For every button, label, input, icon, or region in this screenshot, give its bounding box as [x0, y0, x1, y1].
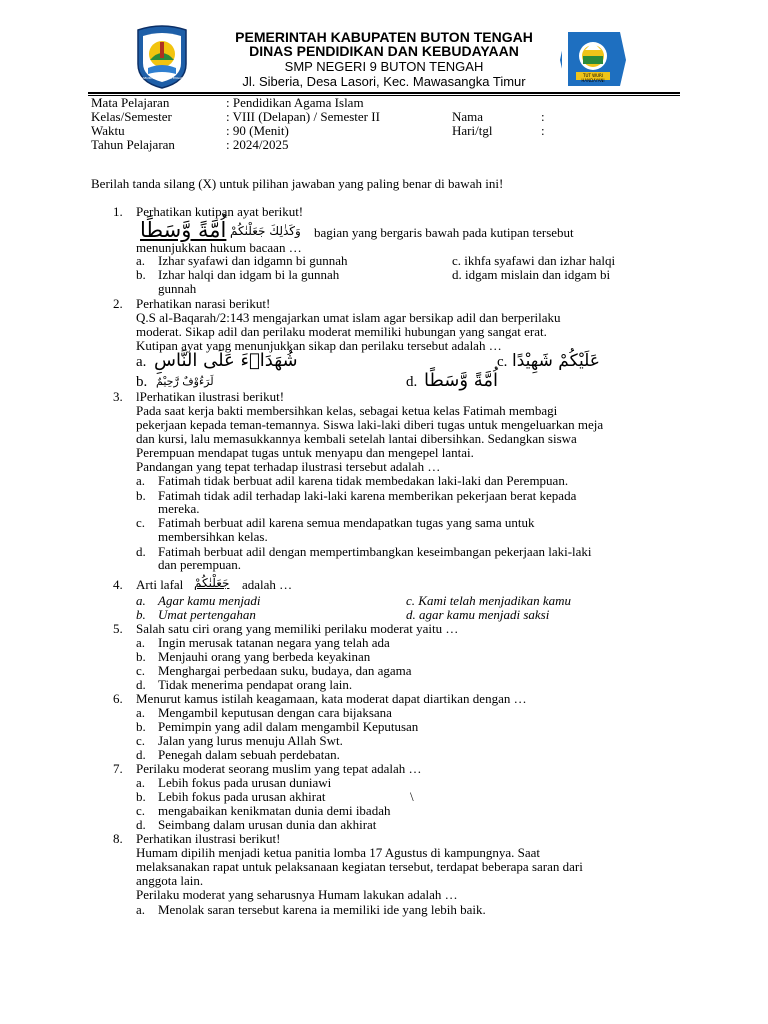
q5-option-b[interactable]: Menjauhi orang yang berbeda keyakinan: [158, 649, 371, 664]
q4-option-c[interactable]: c. Kami telah menjadikan kamu: [406, 593, 571, 608]
q8-letter-a: a.: [136, 902, 146, 917]
q1-option-a[interactable]: Izhar syafawi dan idgamn bi gunnah: [158, 253, 348, 268]
q4-option-b[interactable]: Umat pertengahan: [158, 607, 256, 622]
q4-text-pre: Arti lafal: [136, 577, 184, 592]
q4-number: 4.: [113, 577, 123, 592]
q6-option-c[interactable]: Jalan yang lurus menuju Allah Swt.: [158, 733, 343, 748]
q1-text-2: bagian yang bergaris bawah pada kutipan tersebut: [314, 225, 574, 240]
q2-letter-c: c.: [497, 354, 508, 370]
q7-option-d[interactable]: Seimbang dalam urusan dunia dan akhirat: [158, 817, 377, 832]
header-mask: [562, 24, 568, 94]
q7-option-b[interactable]: Lebih fokus pada urusan akhirat: [158, 789, 326, 804]
q3-option-b-cont: mereka.: [158, 501, 200, 516]
q4-option-a[interactable]: Agar kamu menjadi: [158, 593, 261, 608]
q6-option-b[interactable]: Pemimpin yang adil dalam mengambil Keputusan: [158, 719, 419, 734]
q2-letter-d: d.: [406, 374, 418, 390]
q6-option-d[interactable]: Penegah dalam sebuah perdebatan.: [158, 747, 340, 762]
q5-text: Salah satu ciri orang yang memiliki perilaku moderat yaitu …: [136, 621, 459, 636]
q3-option-c[interactable]: Fatimah berbuat adil karena semua mendapatkan tugas yang sama untuk: [158, 515, 535, 530]
info-value-class: : VIII (Delapan) / Semester II: [226, 109, 380, 124]
q3-option-c-cont: membersihkan kelas.: [158, 529, 268, 544]
q1-text: Perhatikan kutipan ayat berikut!: [136, 204, 304, 219]
q5-option-d[interactable]: Tidak menerima pendapat orang lain.: [158, 677, 353, 692]
q4-option-d[interactable]: d. agar kamu menjadi saksi: [406, 607, 550, 622]
q3-line-3: dan kursi, lalu memasukkannya kembali setelah lantai dibersihkan. Sedangkan siswa: [136, 431, 577, 446]
info-label-subject: Mata Pelajaran: [91, 95, 170, 110]
q1-option-b[interactable]: Izhar halqi dan idgam bi la gunnah: [158, 267, 340, 282]
q8-text: Perhatikan ilustrasi berikut!: [136, 831, 281, 846]
q1-option-c[interactable]: c. ikhfa syafawi dan izhar halqi: [452, 253, 616, 268]
q3-option-d-cont: dan perempuan.: [158, 557, 242, 572]
q7-stray-mark: \: [410, 789, 414, 804]
q3-option-b[interactable]: Fatimah tidak adil terhadap laki-laki karena memberikan pekerjaan berat kepada: [158, 488, 577, 503]
q7-option-a[interactable]: Lebih fokus pada urusan duniawi: [158, 775, 332, 790]
info-value-year: : 2024/2025: [226, 137, 289, 152]
q7-number: 7.: [113, 761, 123, 776]
q1-text-3: menunjukkan hukum bacaan …: [136, 240, 302, 255]
q4-arabic: جَعَلْنٰكُمْ: [194, 576, 230, 590]
q3-letter-a: a.: [136, 473, 146, 488]
q2-option-d[interactable]: اُمَّةً وَّسَطًا: [424, 370, 499, 391]
q7-letter-a: a.: [136, 775, 146, 790]
q7-text: Perilaku moderat seorang muslim yang tepat adalah …: [136, 761, 422, 776]
q4-letter-a: a.: [136, 593, 146, 608]
instruction: Berilah tanda silang (X) untuk pilihan jawaban yang paling benar di bawah ini!: [91, 176, 504, 191]
q6-text: Menurut kamus istilah keagamaan, kata moderat dapat diartikan dengan …: [136, 691, 527, 706]
q3-line-1: Pada saat kerja bakti membersihkan kelas, sebagai ketua kelas Fatimah membagi: [136, 403, 558, 418]
q5-letter-d: d.: [136, 677, 146, 692]
right-logo-text: TUT WURI HANDAYANI: [581, 73, 605, 83]
q2-line-2: moderat. Sikap adil dan perilaku moderat memiliki hubungan yang sangat erat.: [136, 324, 547, 339]
info-value-time: : 90 (Menit): [226, 123, 289, 138]
q6-letter-a: a.: [136, 705, 146, 720]
q8-option-a[interactable]: Menolak saran tersebut karena ia memiliki ide yang lebih baik.: [158, 902, 486, 917]
q8-line-1: Humam dipilih menjadi ketua panitia lomba 17 Agustus di kampungnya. Saat: [136, 845, 541, 860]
header-rule: [88, 92, 680, 94]
info-label-date: Hari/tgl: [452, 123, 493, 138]
q2-number: 2.: [113, 296, 123, 311]
header-line-3: SMP NEGERI 9 BUTON TENGAH: [284, 59, 484, 74]
info-value-name[interactable]: :: [541, 109, 545, 124]
q1-option-d[interactable]: d. idgam mislain dan idgam bi: [452, 267, 611, 282]
q3-option-a[interactable]: Fatimah tidak berbuat adil karena tidak membedakan laki-laki dan Perempuan.: [158, 473, 569, 488]
q7-letter-b: b.: [136, 789, 146, 804]
q1-letter-a: a.: [136, 253, 146, 268]
header-line-4: Jl. Siberia, Desa Lasori, Kec. Mawasangka Timur: [242, 74, 526, 89]
info-value-date[interactable]: :: [541, 123, 545, 138]
q3-letter-d: d.: [136, 544, 146, 559]
q4-text-post: adalah …: [242, 577, 293, 592]
info-value-subject: : Pendidikan Agama Islam: [226, 95, 364, 110]
q3-number: 3.: [113, 389, 123, 404]
q6-letter-c: c.: [136, 733, 146, 748]
q5-number: 5.: [113, 621, 123, 636]
q2-line-1: Q.S al-Baqarah/2:143 mengajarkan umat islam agar bersikap adil dan berperilaku: [136, 310, 561, 325]
q5-letter-a: a.: [136, 635, 146, 650]
info-label-time: Waktu: [91, 123, 125, 138]
q6-letter-d: d.: [136, 747, 146, 762]
q5-letter-b: b.: [136, 649, 146, 664]
q5-letter-c: c.: [136, 663, 146, 678]
info-label-class: Kelas/Semester: [91, 109, 172, 124]
header-line-1: PEMERINTAH KABUPATEN BUTON TENGAH: [235, 29, 533, 45]
header-rule-thin: [88, 95, 680, 96]
info-label-year: Tahun Pelajaran: [91, 137, 175, 152]
left-logo-text: KABUPATEN BUTON TENGAH: [140, 76, 184, 80]
q1-number: 1.: [113, 204, 123, 219]
q2-letter-a: a.: [136, 354, 147, 370]
q3-text: lPerhatikan ilustrasi berikut!: [136, 389, 285, 404]
q3-line-4: Perempuan mendapat tugas untuk menyapu dan mengepel lantai.: [136, 445, 474, 460]
q5-option-a[interactable]: Ingin merusak tatanan negara yang telah ada: [158, 635, 390, 650]
q2-text: Perhatikan narasi berikut!: [136, 296, 271, 311]
q2-option-c[interactable]: عَلَيْكُمْ شَهِيْدًا: [512, 351, 600, 371]
info-label-name: Nama: [452, 109, 484, 124]
q2-option-b[interactable]: لَرَءُوْفٌ رَّحِيْمٌ: [156, 375, 214, 388]
q3-option-d[interactable]: Fatimah berbuat adil dengan mempertimbangkan keseimbangan pekerjaan laki-laki: [158, 544, 592, 559]
q3-letter-b: b.: [136, 488, 146, 503]
q7-option-c[interactable]: mengabaikan kenikmatan dunia demi ibadah: [158, 803, 391, 818]
q6-number: 6.: [113, 691, 123, 706]
q1-option-b-cont: gunnah: [158, 281, 197, 296]
q1-arabic-big: اُمَّةً وَّسَطًا: [140, 218, 227, 242]
q2-option-a[interactable]: شُهَدَاۤءَ عَلَى النَّاسِ: [154, 350, 298, 371]
q7-letter-c: c.: [136, 803, 146, 818]
q8-line-4: Perilaku moderat yang seharusnya Humam lakukan adalah …: [136, 887, 458, 902]
q6-option-a[interactable]: Mengambil keputusan dengan cara bijaksana: [158, 705, 392, 720]
q8-line-2: melaksanakan rapat untuk pelaksanaan kegiatan tersebut, terdapat beberapa saran dari: [136, 859, 583, 874]
q1-arabic-small: وَكَذٰلِكَ جَعَلْنٰكُمْ: [230, 224, 301, 238]
q5-option-c[interactable]: Menghargai perbedaan suku, budaya, dan agama: [158, 663, 412, 678]
q2-letter-b: b.: [136, 374, 148, 390]
q6-letter-b: b.: [136, 719, 146, 734]
q3-line-2: pekerjaan kepada teman-temannya. Siswa laki-laki diberi tugas untuk mengeluarkan meja: [136, 417, 604, 432]
q7-letter-d: d.: [136, 817, 146, 832]
header-line-2: DINAS PENDIDIKAN DAN KEBUDAYAAN: [249, 43, 519, 59]
q1-letter-b: b.: [136, 267, 146, 282]
q2-line-3: Kutipan ayat yang menunjukkan sikap dan perilaku tersebut adalah …: [136, 338, 502, 353]
q8-line-3: anggota lain.: [136, 873, 204, 888]
q3-line-5: Pandangan yang tepat terhadap ilustrasi tersebut adalah …: [136, 459, 441, 474]
q3-letter-c: c.: [136, 515, 146, 530]
q4-letter-b: b.: [136, 607, 146, 622]
q8-number: 8.: [113, 831, 123, 846]
